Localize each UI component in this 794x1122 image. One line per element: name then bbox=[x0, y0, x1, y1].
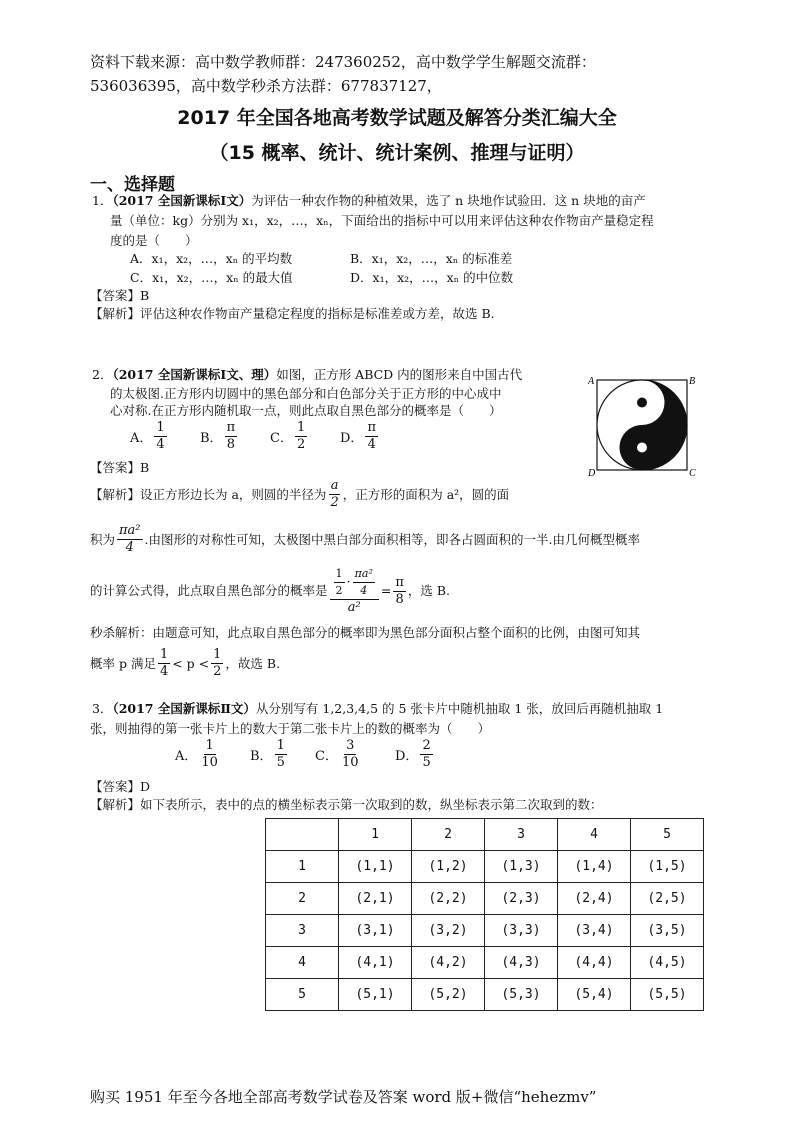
q3-option-b-frac bbox=[275, 738, 287, 771]
text: ，选 B. bbox=[407, 583, 451, 598]
frac-den: 4 bbox=[360, 584, 368, 597]
table-cell: (2,5) bbox=[631, 883, 704, 915]
frac-num: πa² bbox=[353, 566, 375, 583]
q3-option-b-label: B． bbox=[250, 749, 273, 764]
vertex-c-label: C bbox=[689, 468, 696, 479]
q2-quick-2 bbox=[90, 647, 280, 680]
table-cell: (3,3) bbox=[485, 915, 558, 947]
frac-circle-area bbox=[117, 523, 143, 556]
frac-num: a bbox=[330, 478, 339, 493]
frac-den: 2 bbox=[213, 664, 222, 679]
table-cell: 5 bbox=[266, 979, 339, 1011]
source-line-1: 资料下载来源：高中数学教师群：247360252，高中数学学生解题交流群： bbox=[90, 53, 596, 71]
table-row bbox=[266, 915, 704, 947]
q1-option-a: A．x₁，x₂，…，xₙ 的平均数 bbox=[130, 251, 293, 266]
q2-line-2: 的太极图.正方形内切圆中的黑色部分和白色部分关于正方形的中心成中 bbox=[110, 386, 502, 401]
q2-option-c bbox=[270, 420, 309, 453]
table-row bbox=[266, 947, 704, 979]
q3-option-d bbox=[395, 738, 435, 771]
table-row bbox=[266, 851, 704, 883]
q3-option-d-label: D． bbox=[395, 749, 419, 764]
text: 概率 p 满足 bbox=[90, 655, 156, 671]
table-cell: (1,2) bbox=[412, 851, 485, 883]
table-cell: (4,1) bbox=[339, 947, 412, 979]
text: 【解析】设正方形边长为 a，则圆的半径为 bbox=[90, 486, 327, 502]
table-cell: 3 bbox=[485, 819, 558, 851]
q3-option-a bbox=[175, 738, 222, 771]
table-header-row bbox=[266, 819, 704, 851]
q3-answer: 【答案】D bbox=[90, 779, 151, 794]
table-cell: (1,1) bbox=[339, 851, 412, 883]
frac-num: πa² bbox=[119, 523, 141, 538]
q3-line-2: 张，则抽得的第一张卡片上的数大于第二张卡片上的数的概率为（ ） bbox=[90, 721, 491, 736]
table-cell: 2 bbox=[412, 819, 485, 851]
frac-num: 1 bbox=[213, 647, 222, 662]
q3-text-1: 从分别写有 1,2,3,4,5 的 5 张卡片中随机抽取 1 张，放回后再随机抽取 1 bbox=[255, 701, 664, 716]
vertex-b-label: B bbox=[689, 376, 696, 387]
outcome-table bbox=[265, 818, 704, 1011]
doc-title: 2017 年全国各地高考数学试题及解答分类汇编大全 bbox=[177, 107, 617, 129]
table-cell: (3,2) bbox=[412, 915, 485, 947]
q3-source: （2017 全国新课标Ⅱ文） bbox=[112, 701, 256, 716]
frac-den: a² bbox=[347, 600, 361, 615]
text: = bbox=[380, 583, 392, 598]
taiji-figure bbox=[585, 372, 695, 480]
table-cell: (1,4) bbox=[558, 851, 631, 883]
table-cell: 4 bbox=[266, 947, 339, 979]
table-cell: (1,3) bbox=[485, 851, 558, 883]
q2-analysis-2 bbox=[90, 523, 640, 556]
q2-text-1: 如图，正方形 ABCD 内的图形来自中国古代 bbox=[276, 367, 523, 382]
frac-num: 3 bbox=[346, 738, 355, 753]
frac-num: π bbox=[367, 420, 376, 435]
q1-text-1: 为评估一种农作物的种植效果，选了 n 块地作试验田．这 n 块地的亩产 bbox=[251, 193, 646, 208]
q1-line-3: 度的是（ ） bbox=[110, 233, 198, 248]
text: 积为 bbox=[90, 531, 116, 547]
q3-option-c-label: C． bbox=[315, 749, 338, 764]
table-cell: (4,4) bbox=[558, 947, 631, 979]
text: · bbox=[346, 574, 351, 590]
frac-den: 4 bbox=[156, 437, 165, 452]
q3-line-1 bbox=[92, 699, 663, 719]
table-cell: (5,3) bbox=[485, 979, 558, 1011]
q2-option-a-label: A． bbox=[130, 431, 153, 446]
table-cell: 1 bbox=[339, 819, 412, 851]
q2-line-1 bbox=[92, 365, 522, 385]
table-cell: 2 bbox=[266, 883, 339, 915]
q2-option-b-label: B． bbox=[200, 431, 223, 446]
table-cell: (3,5) bbox=[631, 915, 704, 947]
section-heading: 一、选择题 bbox=[90, 175, 175, 195]
frac-den: 10 bbox=[341, 755, 359, 770]
q1-option-b: B．x₁，x₂，…，xₙ 的标准差 bbox=[350, 251, 513, 266]
frac-quarter bbox=[158, 647, 170, 680]
table-cell: 3 bbox=[266, 915, 339, 947]
table-cell: (3,1) bbox=[339, 915, 412, 947]
q1-line-2: 量（单位：kg）分别为 x₁，x₂，…，xₙ，下面给出的指标中可以用来评估这种农作物亩产量稳定程 bbox=[110, 213, 654, 228]
q2-option-a bbox=[130, 420, 169, 453]
vertex-a-label: A bbox=[588, 376, 595, 387]
q1-source: （2017 全国新课标Ⅰ文） bbox=[112, 193, 252, 208]
table-cell: (5,1) bbox=[339, 979, 412, 1011]
text: ，正方形的面积为 a²，圆的面 bbox=[342, 486, 510, 502]
frac-den: 10 bbox=[201, 755, 218, 770]
q1-line-1 bbox=[92, 191, 646, 211]
table-cell: (5,2) bbox=[412, 979, 485, 1011]
q2-quick-1: 秒杀解析：由题意可知，此点取自黑色部分的概率即为黑色部分面积占整个面积的比例，由图可知其 bbox=[90, 625, 641, 640]
frac-result bbox=[393, 575, 406, 608]
q2-option-d-frac bbox=[365, 420, 378, 453]
table-cell: (4,5) bbox=[631, 947, 704, 979]
frac-den: 5 bbox=[422, 755, 431, 770]
frac-num: 1 bbox=[296, 420, 306, 435]
text: < p < bbox=[172, 655, 210, 671]
q2-option-b bbox=[200, 420, 239, 453]
frac-num: 1 bbox=[205, 738, 214, 753]
frac-num: π bbox=[226, 420, 236, 435]
frac-den: 8 bbox=[395, 591, 404, 607]
q3-number: 3． bbox=[92, 701, 113, 716]
frac-num: 1 bbox=[159, 647, 169, 662]
frac-den: 2 bbox=[296, 437, 306, 452]
frac-num bbox=[330, 566, 379, 600]
q3-analysis: 【解析】如下表所示，表中的点的横坐标表示第一次取到的数，纵坐标表示第二次取到的数： bbox=[90, 797, 603, 812]
frac-num: 1 bbox=[334, 566, 345, 583]
taiji-svg bbox=[585, 372, 695, 480]
table-cell: 5 bbox=[631, 819, 704, 851]
q2-option-d-label: D． bbox=[340, 431, 364, 446]
q2-analysis-3 bbox=[90, 566, 450, 616]
table-cell: (3,4) bbox=[558, 915, 631, 947]
q2-source: （2017 全国新课标Ⅰ文、理） bbox=[112, 367, 277, 382]
q2-option-d bbox=[340, 420, 380, 453]
frac-den: 5 bbox=[276, 755, 285, 770]
table-cell: (2,1) bbox=[339, 883, 412, 915]
q3-option-a-frac bbox=[199, 738, 220, 771]
table-cell: (5,4) bbox=[558, 979, 631, 1011]
frac-num: 1 bbox=[276, 738, 285, 753]
frac-num: 1 bbox=[156, 420, 165, 435]
table-cell: (4,2) bbox=[412, 947, 485, 979]
q3-option-b bbox=[250, 738, 289, 771]
frac-den: 4 bbox=[125, 540, 134, 555]
q2-line-3: 心对称.在正方形内随机取一点，则此点取自黑色部分的概率是（ ） bbox=[110, 403, 502, 418]
table-cell: 4 bbox=[558, 819, 631, 851]
q2-option-a-frac bbox=[154, 420, 166, 453]
frac-half bbox=[211, 647, 223, 680]
q1-number: 1． bbox=[92, 193, 113, 208]
table-cell: (5,5) bbox=[631, 979, 704, 1011]
table-row bbox=[266, 883, 704, 915]
table-cell: (2,3) bbox=[485, 883, 558, 915]
table-row bbox=[266, 979, 704, 1011]
q3-option-c-frac bbox=[340, 738, 361, 771]
q3-option-d-frac bbox=[420, 738, 432, 771]
doc-subtitle: （15 概率、统计、统计案例、推理与证明） bbox=[209, 142, 585, 164]
q2-number: 2． bbox=[92, 367, 113, 382]
taiji-white-dot bbox=[637, 443, 647, 453]
q3-option-a-label: A． bbox=[175, 749, 198, 764]
table-cell bbox=[266, 819, 339, 851]
table-cell: 1 bbox=[266, 851, 339, 883]
frac-area bbox=[353, 566, 375, 599]
q2-option-c-frac bbox=[295, 420, 307, 453]
table-cell: (2,4) bbox=[558, 883, 631, 915]
frac-den: 4 bbox=[367, 437, 376, 452]
table-cell: (2,2) bbox=[412, 883, 485, 915]
q2-answer: 【答案】B bbox=[90, 460, 150, 475]
footer-ad: 购买 1951 年至今各地全部高考数学试卷及答案 word 版+微信“hehezmv” bbox=[90, 1088, 597, 1106]
frac-probability bbox=[330, 566, 379, 616]
q1-analysis: 【解析】评估这种农作物亩产量稳定程度的指标是标准差或方差，故选 B. bbox=[90, 306, 495, 321]
q1-option-c: C．x₁，x₂，…，xₙ 的最大值 bbox=[130, 270, 293, 285]
frac-half bbox=[334, 566, 345, 599]
frac-radius bbox=[328, 478, 340, 511]
q2-option-c-label: C． bbox=[270, 431, 293, 446]
frac-num: π bbox=[395, 574, 404, 590]
q2-option-b-frac bbox=[225, 420, 238, 453]
table-cell: (4,3) bbox=[485, 947, 558, 979]
q1-answer: 【答案】B bbox=[90, 288, 150, 303]
text: 的计算公式得，此点取自黑色部分的概率是 bbox=[90, 583, 328, 598]
taiji-black-dot bbox=[637, 398, 647, 408]
vertex-d-label: D bbox=[588, 468, 596, 479]
text: ，故选 B. bbox=[225, 655, 281, 671]
frac-num: 2 bbox=[422, 738, 431, 753]
text: .由图形的对称性可知，太极图中黑白部分面积相等，即各占圆面积的一半.由几何概型概率 bbox=[144, 531, 640, 547]
frac-den: 8 bbox=[226, 437, 235, 452]
source-line-2: 536036395，高中数学秒杀方法群：677837127， bbox=[90, 77, 442, 95]
q2-analysis-1 bbox=[90, 478, 509, 511]
frac-den: 2 bbox=[335, 584, 343, 597]
q1-option-d: D．x₁，x₂，…，xₙ 的中位数 bbox=[350, 270, 514, 285]
q3-option-c bbox=[315, 738, 363, 771]
frac-den: 2 bbox=[330, 495, 339, 510]
table-cell: (1,5) bbox=[631, 851, 704, 883]
frac-den: 4 bbox=[159, 664, 169, 679]
